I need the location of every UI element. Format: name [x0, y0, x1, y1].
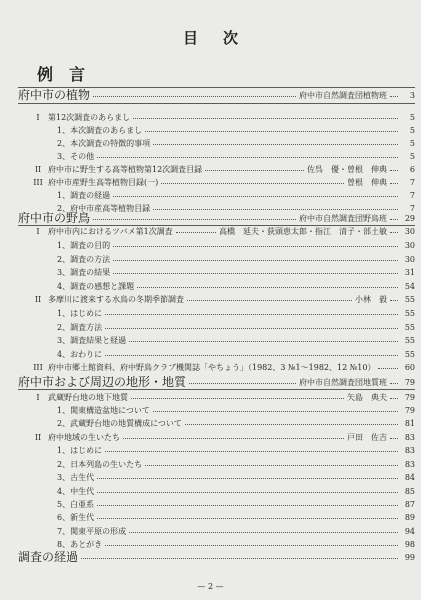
entry-title: 府中市郷土館資料、府中野鳥クラブ機関誌「やちょう」（1982、3 №1～1982、12 №10） — [48, 363, 376, 373]
toc-subentry — [0, 511, 415, 524]
leader-dots — [145, 131, 398, 132]
entry-page: 7 — [409, 190, 415, 200]
section-page: 79 — [404, 377, 415, 387]
entry-author: 佐呉 優・曽根 伸典 — [307, 164, 387, 174]
entry-page: 84 — [404, 473, 415, 483]
entry-author: 小林 毅 — [355, 295, 387, 305]
section-page: 99 — [404, 552, 415, 562]
leader-dots — [205, 170, 304, 171]
entry-page: 5 — [409, 112, 415, 122]
leader-dots — [390, 96, 398, 97]
entry-page: 30 — [404, 254, 415, 264]
entry-title: 3、調査結果と経過 — [57, 336, 127, 346]
entry-page: 31 — [404, 268, 415, 278]
entry-page: 54 — [404, 281, 415, 291]
leader-dots — [97, 492, 398, 493]
leader-dots — [105, 314, 398, 315]
entry-page: 5 — [409, 125, 415, 135]
entry-title: 第12次調査のあらまし — [48, 112, 131, 122]
entry-page: 55 — [404, 336, 415, 346]
entry-page: 60 — [404, 363, 415, 373]
preface-heading: 例 言 — [37, 65, 86, 84]
entry-page: 55 — [404, 295, 415, 305]
leader-dots — [105, 355, 398, 356]
leader-dots — [131, 398, 344, 399]
leader-dots — [97, 518, 398, 519]
entry-title: 多摩川に渡来する水鳥の冬期季節調査 — [48, 295, 184, 305]
entry-title: 2、武蔵野台地の地質構成について — [57, 419, 182, 429]
toc-subentry — [0, 457, 415, 470]
leader-dots — [113, 246, 398, 247]
entry-page: 87 — [404, 500, 415, 510]
section-title: 府中市の植物 — [18, 88, 91, 102]
toc-entry — [0, 390, 415, 403]
entry-page: 55 — [404, 349, 415, 359]
leader-dots — [378, 368, 398, 369]
leader-dots — [189, 383, 296, 384]
toc-entry — [0, 431, 415, 444]
toc-entry — [0, 176, 415, 189]
entry-author: 曽根 伸典 — [347, 177, 387, 187]
section-author: 府中市自然調査団植物班 — [299, 90, 387, 100]
toc-subentry — [0, 280, 415, 294]
leader-dots — [145, 465, 398, 466]
entry-page: 5 — [409, 138, 415, 148]
entry-number: I — [36, 112, 40, 122]
toc-subentry — [0, 124, 415, 137]
entry-author: 戸田 佐吉 — [347, 432, 387, 442]
section-title: 府中市の野鳥 — [18, 211, 91, 225]
entry-title: 府中市内におけるツバメ第1次調査 — [48, 227, 173, 237]
entry-title: 1、関東構造盆地について — [57, 405, 150, 415]
entry-number: II — [34, 164, 42, 174]
entry-page: 83 — [404, 446, 415, 456]
leader-dots — [390, 183, 398, 184]
toc-subentry — [0, 334, 415, 348]
entry-page: 5 — [409, 151, 415, 161]
entry-title: 府中市に野生する高等植物第12次調査目録 — [48, 164, 203, 174]
entry-page: 30 — [404, 241, 415, 251]
entry-title: 1、はじめに — [57, 446, 103, 456]
entry-page: 79 — [404, 392, 415, 402]
entry-page: 83 — [404, 432, 415, 442]
entry-title: 3、その他 — [57, 151, 95, 161]
entry-title: 5、白亜系 — [57, 500, 95, 510]
section-title: 調査の経過 — [18, 550, 79, 564]
entry-title: 2、調査方法 — [57, 322, 103, 332]
toc-subentry — [0, 471, 415, 484]
entry-number: I — [36, 392, 40, 402]
entry-title: 1、本次調査のあらまし — [57, 125, 143, 135]
entry-number: III — [33, 363, 43, 373]
entry-page: 79 — [404, 405, 415, 415]
entry-author: 矢島 典夫 — [347, 392, 387, 402]
entry-page: 55 — [404, 322, 415, 332]
leader-dots — [97, 505, 398, 506]
toc-subentry — [0, 444, 415, 457]
entry-title: 2、本次調査の特徴的事項 — [57, 138, 151, 148]
section-title: 府中市および周辺の地形・地質 — [18, 375, 187, 389]
leader-dots — [390, 398, 398, 399]
leader-dots — [105, 545, 398, 546]
section-heading-progress — [18, 550, 415, 564]
entry-title: 4、おわりに — [57, 349, 103, 359]
toc-subentry — [0, 525, 415, 538]
entry-title: 7、関東平原の形成 — [57, 526, 127, 536]
leader-dots — [129, 341, 398, 342]
entry-page: 85 — [404, 486, 415, 496]
leader-dots — [161, 183, 344, 184]
entry-title: 3、古生代 — [57, 473, 95, 483]
entry-number: II — [34, 432, 42, 442]
toc-entry — [0, 225, 415, 239]
toc-subentry — [0, 266, 415, 280]
toc-subentry — [0, 137, 415, 150]
leader-dots — [390, 438, 398, 439]
entry-page: 94 — [404, 526, 415, 536]
entry-page: 81 — [404, 419, 415, 429]
leader-dots — [113, 196, 398, 197]
entry-number: II — [34, 295, 42, 305]
entry-page: 98 — [404, 540, 415, 550]
divider-rule — [18, 103, 415, 104]
entry-title: 2、府中市産高等植物目録 — [57, 203, 151, 213]
leader-dots — [153, 144, 398, 145]
entry-title: 2、日本列島の生いたち — [57, 459, 143, 469]
toc-entry — [0, 163, 415, 176]
leader-dots — [93, 96, 296, 97]
entry-author: 高橋 延夫・荻頭恵太郎・指江 清子・部土敏 — [219, 227, 387, 237]
section-entries-plants — [0, 111, 415, 215]
leader-dots — [390, 383, 398, 384]
toc-entry — [0, 111, 415, 124]
entry-page: 55 — [404, 309, 415, 319]
entry-title: 府中地域の生いたち — [48, 432, 120, 442]
leader-dots — [390, 219, 398, 220]
toc-subentry — [0, 150, 415, 163]
leader-dots — [390, 300, 398, 301]
leader-dots — [137, 287, 398, 288]
entry-title: 3、調査の結果 — [57, 268, 111, 278]
toc-subentry — [0, 484, 415, 497]
entry-title: 2、調査の方法 — [57, 254, 111, 264]
entry-title: 1、調査の経過 — [57, 190, 111, 200]
toc-subentry — [0, 307, 415, 321]
entry-title: 4、中生代 — [57, 486, 95, 496]
leader-dots — [185, 424, 398, 425]
entry-title: 6、新生代 — [57, 513, 95, 523]
section-author: 府中市自然調査団地質班 — [299, 377, 387, 387]
leader-dots — [105, 451, 398, 452]
leader-dots — [153, 209, 398, 210]
entry-title: 8、あとがき — [57, 540, 103, 550]
entry-title: 府中市産野生高等植物目録(一) — [48, 177, 159, 187]
page-title: 目 次 — [182, 29, 243, 47]
entry-title: 1、はじめに — [57, 309, 103, 319]
toc-subentry — [0, 189, 415, 202]
entry-title: 1、調査の目的 — [57, 241, 111, 251]
leader-dots — [97, 478, 398, 479]
leader-dots — [123, 438, 344, 439]
leader-dots — [390, 170, 398, 171]
leader-dots — [105, 328, 398, 329]
toc-subentry — [0, 404, 415, 417]
leader-dots — [97, 157, 398, 158]
entry-number: I — [36, 227, 40, 237]
leader-dots — [390, 232, 398, 233]
toc-subentry — [0, 498, 415, 511]
toc-subentry — [0, 239, 415, 253]
entry-page: 7 — [409, 177, 415, 187]
section-heading-geology — [18, 375, 415, 389]
entry-page: 7 — [409, 203, 415, 213]
entry-page: 83 — [404, 459, 415, 469]
section-entries-geology — [0, 390, 415, 551]
toc-subentry — [0, 252, 415, 266]
entry-title: 武蔵野台地の地下地質 — [48, 392, 128, 402]
leader-dots — [129, 532, 398, 533]
leader-dots — [113, 273, 398, 274]
toc-subentry — [0, 417, 415, 430]
leader-dots — [93, 219, 296, 220]
leader-dots — [133, 118, 398, 119]
page-footer-number: — 2 — — [197, 582, 224, 591]
section-heading-birds — [18, 211, 415, 225]
section-heading-plants — [18, 88, 415, 102]
leader-dots — [187, 300, 352, 301]
section-author: 府中市自然調査団野鳥班 — [299, 213, 387, 223]
section-page: 3 — [409, 90, 415, 100]
toc-entry — [0, 293, 415, 307]
leader-dots — [176, 232, 216, 233]
section-page: 29 — [404, 213, 415, 223]
toc-subentry — [0, 348, 415, 362]
leader-dots — [113, 260, 398, 261]
entry-page: 6 — [409, 164, 415, 174]
toc-entry — [0, 361, 415, 375]
leader-dots — [153, 411, 398, 412]
entry-page: 89 — [404, 513, 415, 523]
entry-title: 4、調査の感想と課題 — [57, 281, 135, 291]
toc-subentry — [0, 320, 415, 334]
entry-page: 30 — [404, 227, 415, 237]
entry-number: III — [33, 177, 43, 187]
section-entries-birds — [0, 225, 415, 375]
leader-dots — [81, 558, 398, 559]
